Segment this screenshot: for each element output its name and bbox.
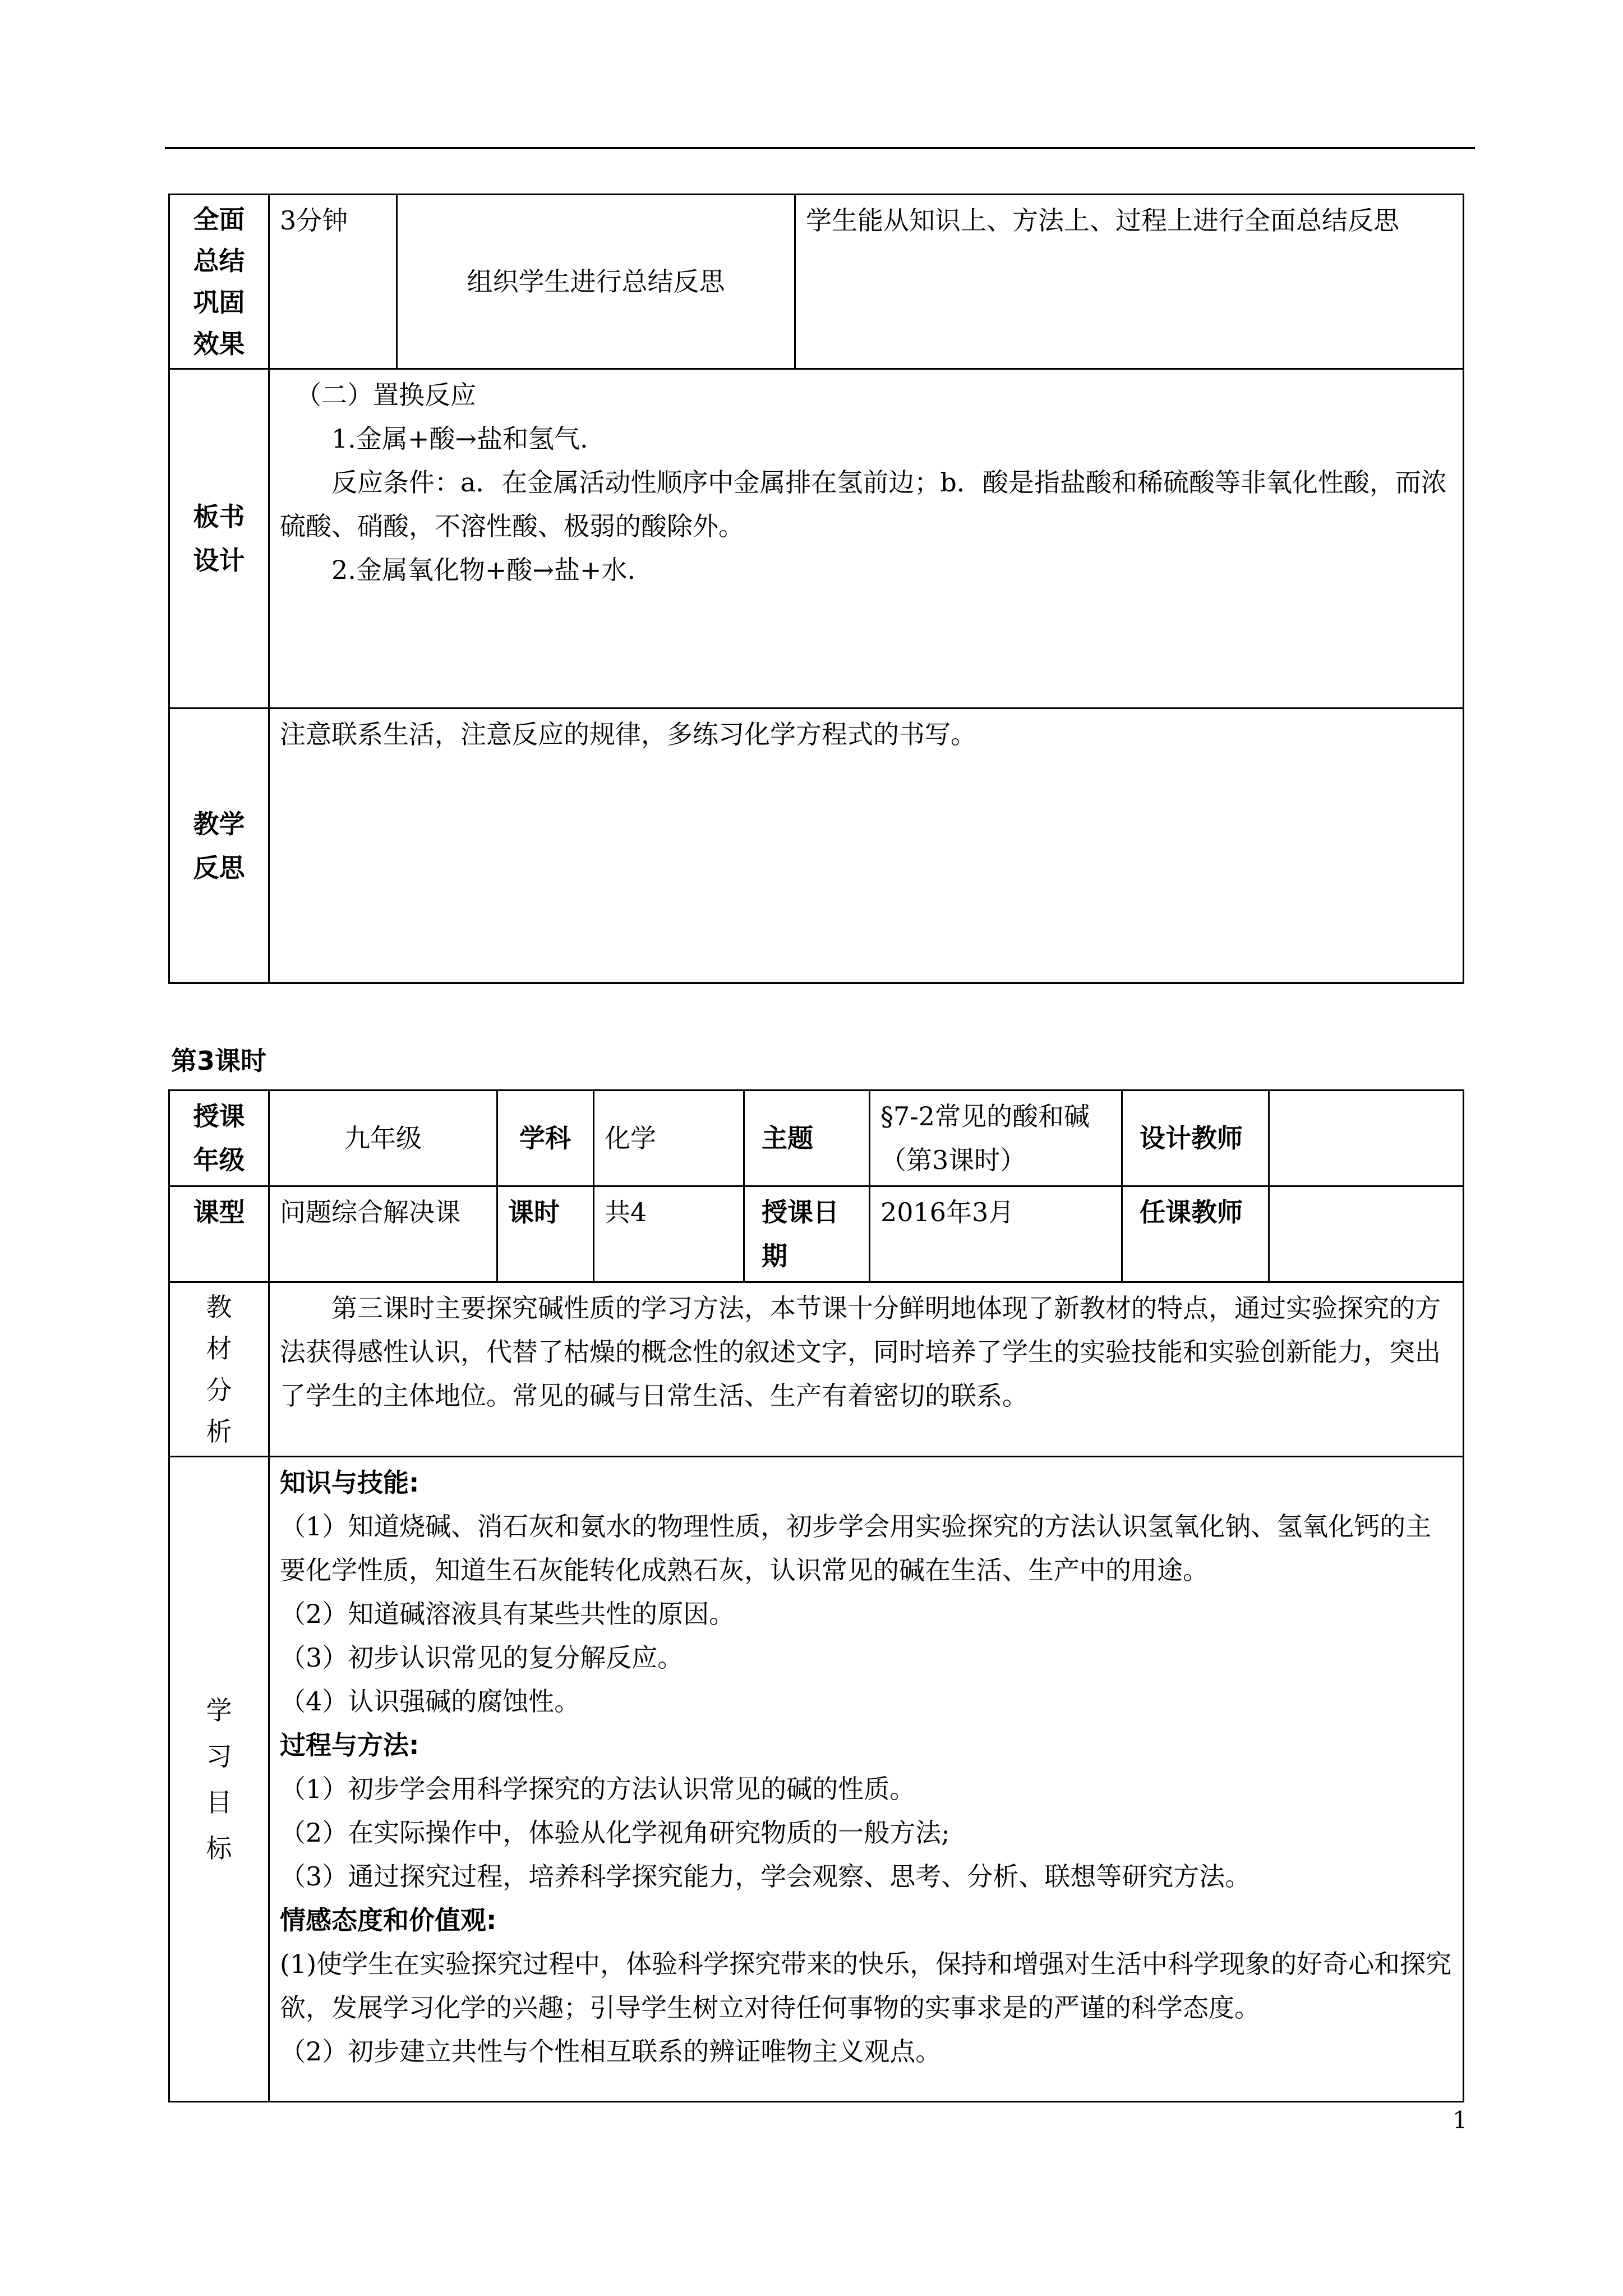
hours-label: 课时 — [497, 1186, 594, 1282]
summary-student-activity: 学生能从知识上、方法上、过程上进行全面总结反思 — [795, 195, 1464, 369]
knowledge-item: （2）知道碱溶液具有某些共性的原因。 — [280, 1599, 735, 1629]
grade-label: 授课年级 — [169, 1091, 269, 1186]
summary-teacher-activity: 组织学生进行总结反思 — [397, 195, 795, 369]
lesson-summary-table — [168, 194, 1464, 984]
topic-value: §7-2常见的酸和碱（第3课时） — [870, 1091, 1122, 1186]
board-design-label-text: 板书设计 — [193, 501, 245, 576]
page-number: 1 — [1453, 2106, 1468, 2134]
knowledge-item: （3）初步认识常见的复分解反应。 — [280, 1642, 684, 1673]
summary-time: 3分钟 — [269, 195, 397, 369]
type-label: 课型 — [169, 1186, 269, 1282]
grade-value: 九年级 — [269, 1091, 497, 1186]
emotion-heading: 情感态度和价值观: — [280, 1905, 497, 1935]
board-line: 反应条件：a．在金属活动性顺序中金属排在氢前边；b．酸是指盐酸和稀硫酸等非氧化性酸，而浓硫酸、硝酸，不溶性酸、极弱的酸除外。 — [280, 467, 1447, 541]
designer-value — [1269, 1091, 1464, 1186]
summary-label: 全面总结巩固效果 — [169, 195, 269, 369]
date-label: 授课日期 — [744, 1186, 870, 1282]
board-design-content — [269, 369, 1464, 708]
reflection-label-text: 教学反思 — [193, 808, 245, 883]
subject-label: 学科 — [497, 1091, 594, 1186]
teacher-label: 任课教师 — [1122, 1186, 1269, 1282]
process-item: （3）通过探究过程，培养科学探究能力，学会观察、思考、分析、联想等研究方法。 — [280, 1861, 1251, 1892]
teacher-value — [1269, 1186, 1464, 1282]
lesson-plan-table — [168, 1089, 1464, 2102]
type-value: 问题综合解决课 — [269, 1186, 497, 1282]
knowledge-item: （1）知道烧碱、消石灰和氨水的物理性质，初步学会用实验探究的方法认识氢氧化钠、氢氧化钙的主要化学性质，知道生石灰能转化成熟石灰，认识常见的碱在生活、生产中的用途。 — [280, 1511, 1432, 1585]
board-line: 2.金属氧化物+酸→盐+水. — [331, 555, 636, 585]
topic-label: 主题 — [744, 1091, 870, 1186]
goals-content — [269, 1457, 1464, 2102]
board-design-label — [169, 369, 269, 708]
designer-label: 设计教师 — [1122, 1091, 1269, 1186]
header-rule — [165, 147, 1475, 149]
board-line: （二）置换反应 — [296, 380, 476, 410]
section-title: 第3课时 — [171, 1046, 267, 1076]
emotion-item: (1)使学生在实验探究过程中，体验科学探究带来的快乐，保持和增强对生活中科学现象的好奇心和探究欲，发展学习化学的兴趣；引导学生树立对待任何事物的实事求是的严谨的科学态度。 — [280, 1949, 1452, 2023]
hours-value: 共4 — [594, 1186, 744, 1282]
emotion-item: （2）初步建立共性与个性相互联系的辨证唯物主义观点。 — [280, 2036, 942, 2067]
analysis-label: 教材分析 — [169, 1282, 269, 1457]
date-value: 2016年3月 — [870, 1186, 1122, 1282]
subject-value: 化学 — [594, 1091, 744, 1186]
board-line: 1.金属+酸→盐和氢气. — [331, 424, 588, 454]
analysis-content: 第三课时主要探究碱性质的学习方法，本节课十分鲜明地体现了新教材的特点，通过实验探究的方法获得感性认识，代替了枯燥的概念性的叙述文字，同时培养了学生的实验技能和实验创新能力，突出了学生的主体地位。常见的碱与日常生活、生产有着密切的联系。 — [269, 1282, 1464, 1457]
process-item: （2）在实际操作中，体验从化学视角研究物质的一般方法; — [280, 1818, 950, 1848]
goals-label: 学习目标 — [169, 1457, 269, 2102]
process-heading: 过程与方法: — [280, 1730, 419, 1760]
knowledge-heading: 知识与技能: — [280, 1467, 419, 1498]
knowledge-item: （4）认识强碱的腐蚀性。 — [280, 1686, 580, 1717]
reflection-content: 注意联系生活，注意反应的规律，多练习化学方程式的书写。 — [269, 708, 1464, 983]
process-item: （1）初步学会用科学探究的方法认识常见的碱的性质。 — [280, 1774, 916, 1804]
reflection-label — [169, 708, 269, 983]
